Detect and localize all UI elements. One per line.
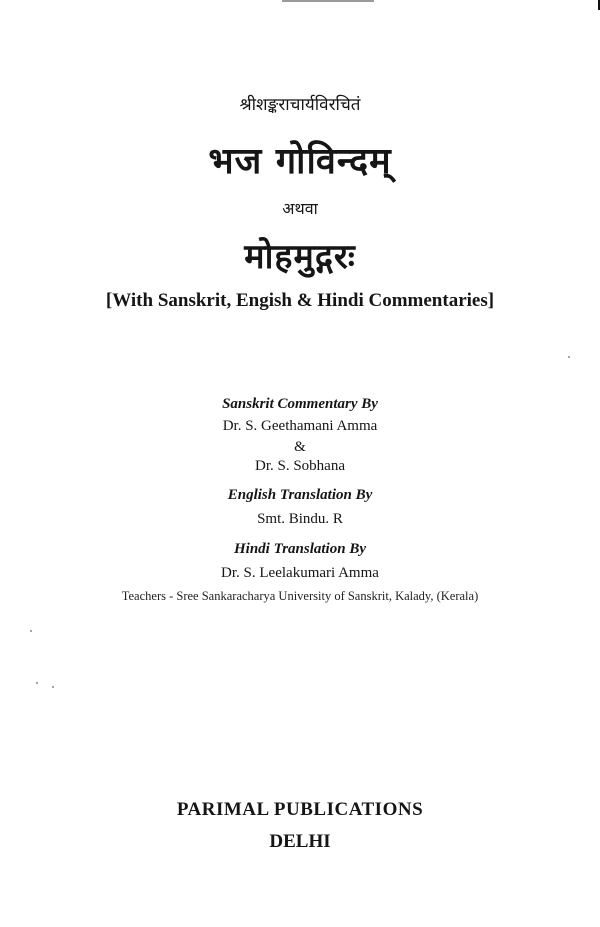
sanskrit-attribution: श्रीशङ्कराचार्यविरचितं xyxy=(239,95,361,115)
english-translation-heading: English Translation By xyxy=(227,487,373,503)
sanskrit-author-1: Dr. S. Geethamani Amma xyxy=(222,418,378,434)
scan-speck xyxy=(36,682,38,684)
affiliation: Teachers - Sree Sankaracharya University of Sanskrit, Kalady, (Kerala) xyxy=(121,589,479,603)
hindi-translation-heading: Hindi Translation By xyxy=(234,541,366,557)
scan-speck xyxy=(568,356,570,358)
top-rule xyxy=(282,0,374,2)
sanskrit-author-2: Dr. S. Sobhana xyxy=(255,458,345,474)
conjunction-text: अथवा xyxy=(282,199,318,218)
publisher-city: DELHI xyxy=(269,831,331,852)
hindi-translator: Dr. S. Leelakumari Amma xyxy=(221,565,379,581)
subtitle: [With Sanskrit, Engish & Hindi Commentaries] xyxy=(105,290,495,311)
alternate-title: मोहमुद्गरः xyxy=(244,237,356,277)
scan-speck xyxy=(30,630,32,632)
scan-speck xyxy=(52,686,54,688)
sanskrit-commentary-heading: Sanskrit Commentary By xyxy=(222,396,378,412)
english-translator: Smt. Bindu. R xyxy=(257,511,343,527)
publisher-name: PARIMAL PUBLICATIONS xyxy=(176,799,424,820)
main-title: भज गोविन्दम् xyxy=(208,141,392,182)
ampersand: & xyxy=(294,439,306,455)
